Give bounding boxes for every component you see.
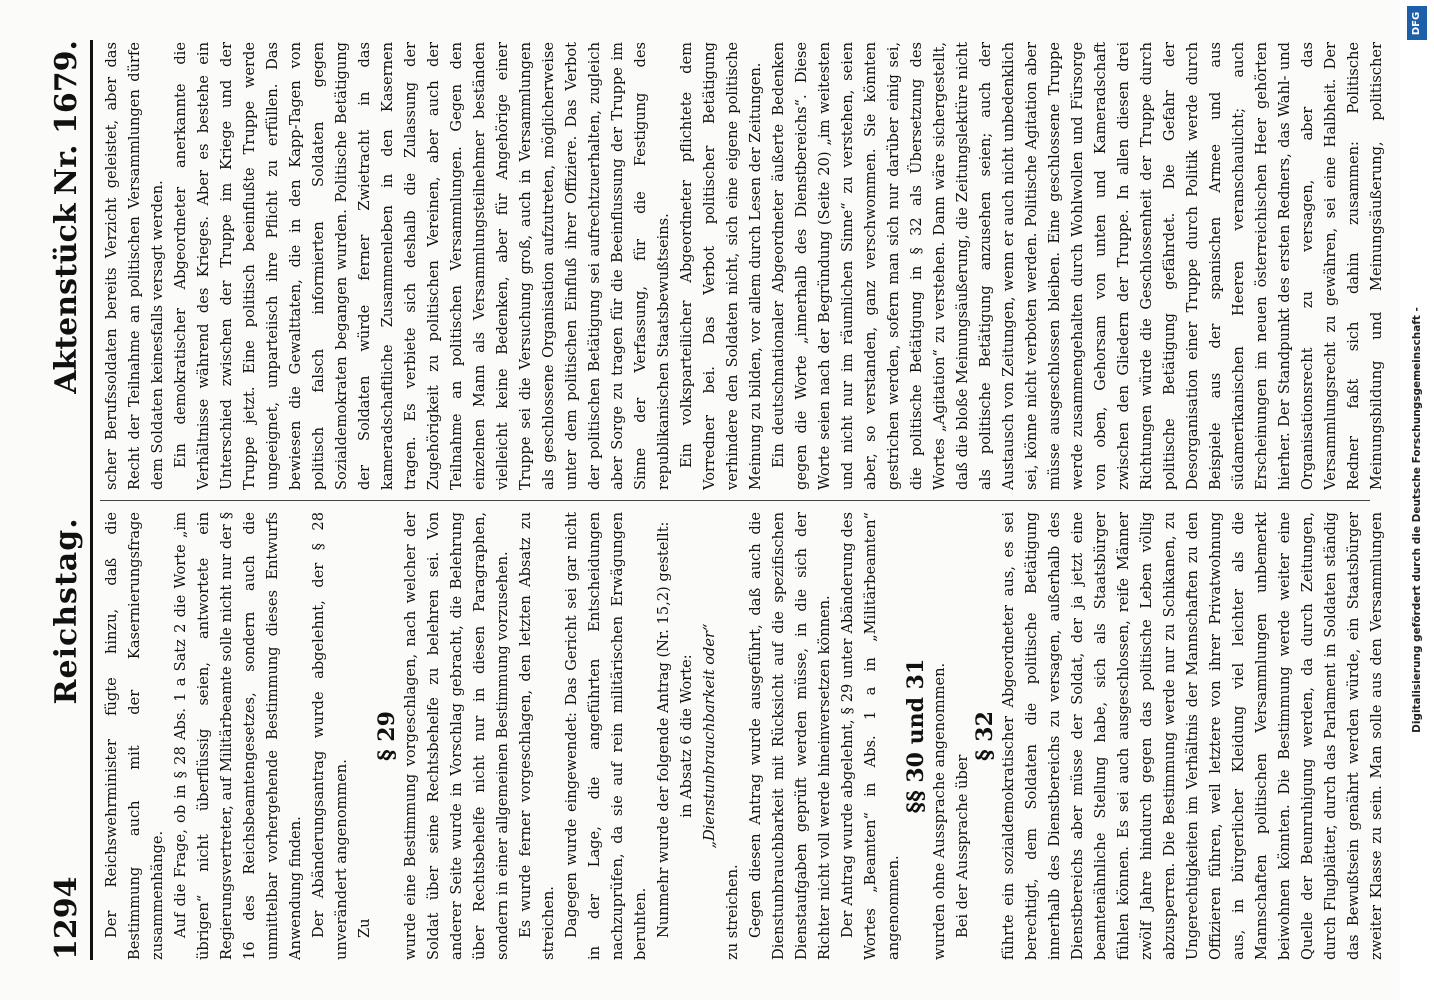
paragraph: Bei der Aussprache über [954,754,971,938]
dfg-logo [1407,6,1427,40]
document-label: Aktenstück [49,203,84,394]
section-heading-32: § 32 [972,711,998,761]
paragraph: führte ein sozialdemokratischer Abgeordneter aus, es sei berechtigt, dem Soldaten die politische Betätigung innerhalb des Dienstbereichs zu versagen, außerhalb des Dienstbereichs aber müsse der Soldat, der ja jetzt eine beamtenähnliche Stellung habe, sich als Staatsbürger fühlen können. Es sei auch ausgeschlossen, reife Männer zwölf Jahre hindurch gegen das politische Leben völlig abzusperren. Die Bestimmung werde nur zu Schikanen, zu Ungerechtigkeiten im Verhältnis der Mannschaften zu den Offizieren führen, weil letztere von ihrer Privatwohnung aus, in bürgerlicher Kleidung viel leichter als die Mannschaften politischen Versammlungen unbemerkt beiwohnen könnten. Die Bestimmung werde weiter eine Quelle der Beunruhigung werden, da durch Zeitungen, durch Flugblätter, durch das Parlament in Soldaten ständig das Bewußtsein genährt werden würde, ein Staatsbürger zweiter Klasse zu sein. Man solle aus den Versammlungen [1000,512,1385,960]
running-title: Reichstag. [49,517,84,705]
paragraph: Ein deutschnationaler Abgeordneter äußerte Bedenken gegen die Worte „innerhalb des Dienstbereichs“. Diese Worte seien nach der Begründung (Seite 20) „im weitesten und nicht nur im räumlichen Sinne“ zu verstehen, seien aber, so verstanden, ganz verschwommen. Sie könnten gestrichen werden, sofern man sich nur darüber einig sei, die politische Betätigung in § 32 als Übersetzung des Wortes „Agitation“ zu verstehen. Dann wäre sichergestellt, daß die bloße Meinungsäußerung, die Zeitungslektüre nicht als politische Betätigung anzusehen seien; auch der Austausch von Zeitungen, wenn er auch nicht unbedenklich sei, könne nicht verboten werden. Politische Agitation aber müsse ausgeschlossen bleiben. Eine geschlossene Truppe werde zusammengehalten durch Wohlwollen und Fürsorge von oben, Gehorsam von unten und Kameradschaft zwischen den Gliedern der Truppe. In allen diesen drei Richtungen würde die Geschlossenheit der Truppe durch politische Betätigung gefährdet. Die Gefahr der Desorganisation einer Truppe durch Politik werde durch Beispiele aus der spanischen Armee und aus südamerikanischen Heeren veranschaulicht; auch Erscheinungen im neuen österreichischen Heer gehörten hierher. Der Standpunkt des ersten Redners, das Wahl- und Organisationsrecht zu versagen, aber das Versammlungsrecht zu gewähren, sei eine Halbheit. Der Redner faßt sich dahin zusammen: Politische Meinungsbildung und Meinungsäußerung, politischer [770,42,1385,490]
paragraph: wurde eine Bestimmung vorgeschlagen, nach welcher der Soldat über seine Rechtsbehelfe zu belehren sei. Von anderer Seite wurde in Vorschlag gebracht, die Belehrung über Rechtsbehelfe nicht nur in diesen Paragraphen, sondern in einer allgemeinen Bestimmung vorzusehen. [402,512,511,960]
paragraph: Zu [356,918,373,938]
page-header [30,40,93,960]
paragraph: Der Reichswehrminister fügte hinzu, daß die Bestimmung auch mit der Kasernierungsfrage zusammenhänge. [103,512,166,960]
paragraph: Ein volksparteilicher Abgeordneter pflichtete dem Vorredner bei. Das Verbot politischer Betätigung verhindere den Soldaten nicht, sich eine eigene politische Meinung zu bilden, vor allem durch Lesen der Zeitungen. [678,42,764,490]
document-number-value: Nr. 1679. [49,40,84,196]
digitization-margin [1400,0,1434,1000]
dfg-logo-text: DFG [1411,11,1423,35]
page-number: 1294 [49,876,84,960]
paragraph: in Absatz 6 die Worte: [678,654,695,818]
paragraph: Der Abänderungsantrag wurde abgelehnt, der § 28 unverändert angenommen. [310,512,350,960]
paragraph: Nunmehr wurde der folgende Antrag (Nr. 15,2) gestellt: [655,521,672,938]
paragraph: wurden ohne Aussprache angenommen. [931,662,948,960]
paragraph: zu streichen. [724,864,741,960]
left-column [100,512,1390,960]
paragraph: Ein demokratischer Abgeordneter anerkannte die Verhältnisse während des Krieges. Aber es bestehe ein Unterschied zwischen der Truppe im Kriege und der Truppe jetzt. Eine politisch beeinflußte Truppe werde ungeeignet, unparteiisch ihre Pflicht zu erfüllen. Das bewiesen die Gewalttaten, die in den Kapp-Tagen von politisch falsch informierten Soldaten gegen Sozialdemokraten begangen wurden. Politische Betätigung der Soldaten würde ferner Zwietracht in das kameradschaftliche Zusammenleben in den Kasernen tragen. Es verbiete sich deshalb die Zulassung der Zugehörigkeit zu politischen Vereinen, aber auch der Teilnahme an politischen Versammlungen. Gegen den einzelnen Mann als Versammlungsteilnehmer beständen vielleicht keine Bedenken, aber für Angehörige einer Truppe sei die Versuchung groß, auch in Versammlungen als geschlossene Organisation aufzutreten, möglicherweise unter dem politischen Einfluß ihrer Offiziere. Das Verbot der politischen Betätigung sei aufrechtzuerhalten, zugleich aber Sorge zu tragen für die Beeinflussung der Truppe im Sinne der Verfassung, für die Festigung des republikanischen Staatsbewußtseins. [172,42,672,490]
paragraph: Gegen diesen Antrag wurde ausgeführt, daß auch die Dienstunbrauchbarkeit mit Rücksicht auf die spezifischen Dienstaufgaben geprüft werden müsse, in die sich der Richter nicht voll werde hineinversetzen können. [747,512,833,960]
paragraph: Auf die Frage, ob in § 28 Abs. 1 a Satz 2 die Worte „im übrigen“ nicht überflüssig seien, antwortete ein Regierungsvertreter, auf Militärbeamte solle nicht nur der § 16 des Reichsbeamtengesetzes, sondern auch die unmittelbar vorhergehende Bestimmung dieses Entwurfs Anwendung finden. [172,512,304,960]
paragraph: scher Berufssoldaten bereits Verzicht geleistet, aber das Recht der Teilnahme an politischen Versammlungen dürfe dem Soldaten keinesfalls versagt werden. [103,42,166,490]
section-heading-30-31: §§ 30 und 31 [903,658,929,814]
document-number [49,40,90,402]
column-divider [100,500,1370,501]
paragraph: Es wurde ferner vorgeschlagen, den letzten Absatz zu streichen. [517,512,557,960]
paragraph: Der Antrag wurde abgelehnt, § 29 unter Abänderung des Wortes „Beamten“ in Abs. 1 a in „Militärbeamten“ angenommen. [839,512,902,960]
quoted-phrase: „Dienstunbrauchbarkeit oder“ [701,623,718,849]
section-heading-29: § 29 [374,711,400,761]
paragraph: Dagegen wurde eingewendet: Das Gericht sei gar nicht in der Lage, die angeführten Entscheidungen nachzuprüfen, da sie auf rein militärischen Erwägungen beruhten. [563,512,649,960]
digitization-note: Digitalisierung gefördert durch die Deutsche Forschungsgemeinschaft - [1411,307,1423,733]
right-column [100,42,1390,490]
